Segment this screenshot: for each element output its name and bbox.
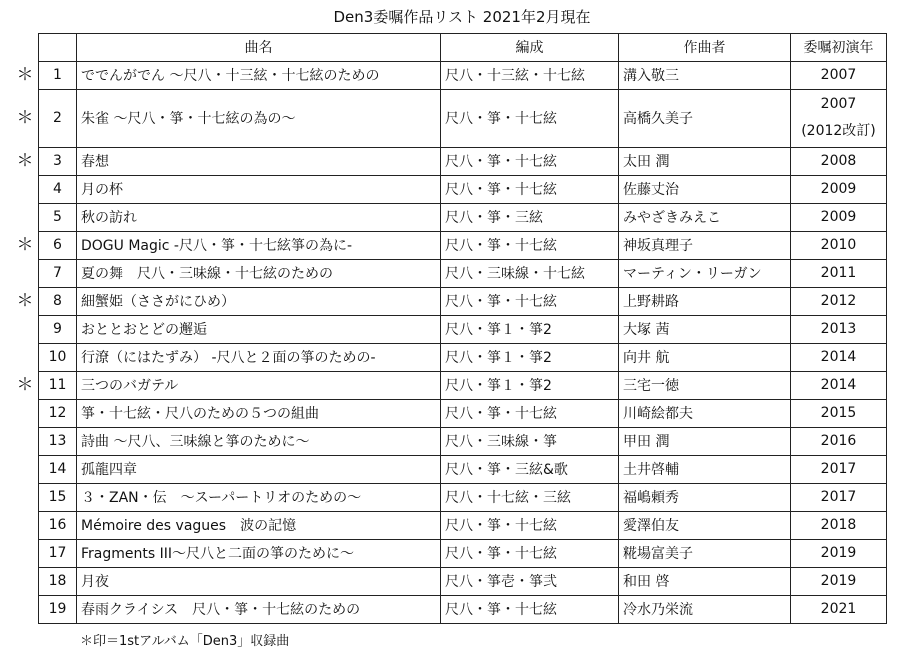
row-instrumentation: 尺八・箏・十七絃 — [441, 595, 619, 623]
row-composer: 佐藤丈治 — [619, 175, 791, 203]
row-year — [791, 203, 887, 231]
row-year — [791, 539, 887, 567]
row-year-value: 2012 — [820, 292, 857, 309]
row-instrumentation: 尺八・箏壱・箏弐 — [441, 567, 619, 595]
album-mark: ＊ — [16, 291, 34, 312]
row-instrumentation: 尺八・箏・十七絃 — [441, 511, 619, 539]
row-number: 11 — [39, 371, 77, 399]
album-mark: ＊ — [16, 235, 34, 256]
row-year-value: 2007 — [820, 96, 857, 113]
page-title: Den3委嘱作品リスト 2021年2月現在 — [333, 8, 591, 26]
row-composer: 土井啓輔 — [619, 455, 791, 483]
row-instrumentation: 尺八・箏１・箏2 — [441, 315, 619, 343]
album-mark: ＊ — [16, 108, 34, 129]
header-composer: 作曲者 — [619, 34, 791, 62]
table-row — [39, 231, 887, 259]
row-instrumentation: 尺八・箏・十七絃 — [441, 231, 619, 259]
row-number: 4 — [39, 175, 77, 203]
table-row — [39, 371, 887, 399]
table-row — [39, 89, 887, 147]
row-piece: 細蟹姫（ささがにひめ） — [77, 287, 441, 315]
row-piece: おととおとどの邂逅 — [77, 315, 441, 343]
row-year-value: 2017 — [820, 488, 857, 505]
row-piece: 春雨クライシス 尺八・箏・十七絃のための — [77, 595, 441, 623]
row-number: 15 — [39, 483, 77, 511]
row-composer: 太田 潤 — [619, 147, 791, 175]
row-number: 19 — [39, 595, 77, 623]
table-row — [39, 595, 887, 623]
row-year — [791, 455, 887, 483]
row-year-value: 2019 — [820, 572, 857, 589]
row-number: 13 — [39, 427, 77, 455]
header-number — [39, 34, 77, 62]
row-piece: 三つのバガテル — [77, 371, 441, 399]
album-mark: ＊ — [16, 151, 34, 172]
album-mark: ＊ — [16, 65, 34, 86]
row-composer: 愛澤伯友 — [619, 511, 791, 539]
table-row — [39, 203, 887, 231]
row-year — [791, 175, 887, 203]
album-mark: ＊ — [16, 375, 34, 396]
header-instrumentation: 編成 — [441, 34, 619, 62]
row-year-value: 2021 — [820, 600, 857, 617]
row-number: 16 — [39, 511, 77, 539]
table-row — [39, 259, 887, 287]
row-composer: 川崎絵都夫 — [619, 399, 791, 427]
row-year-value: 2008 — [820, 152, 857, 169]
row-year-value: 2009 — [820, 180, 857, 197]
row-piece: 詩曲 ～尺八、三味線と箏のために～ — [77, 427, 441, 455]
row-number: 2 — [39, 89, 77, 147]
row-instrumentation: 尺八・箏・三絃 — [441, 203, 619, 231]
table-row — [39, 399, 887, 427]
row-piece: ででんがでん ～尺八・十三絃・十七絃のための — [77, 61, 441, 89]
row-instrumentation: 尺八・箏１・箏2 — [441, 343, 619, 371]
row-number: 7 — [39, 259, 77, 287]
row-year — [791, 371, 887, 399]
row-year-value: 2018 — [820, 516, 857, 533]
row-composer: 福嶋頼秀 — [619, 483, 791, 511]
table-row — [39, 511, 887, 539]
row-piece: 月の杯 — [77, 175, 441, 203]
row-instrumentation: 尺八・箏・十七絃 — [441, 89, 619, 147]
row-number: 8 — [39, 287, 77, 315]
row-year-value: 2016 — [820, 432, 857, 449]
row-number: 9 — [39, 315, 77, 343]
row-instrumentation: 尺八・箏・三絃&歌 — [441, 455, 619, 483]
row-piece: DOGU Magic -尺八・箏・十七絃箏の為に- — [77, 231, 441, 259]
table-row — [39, 567, 887, 595]
row-composer: 高橋久美子 — [619, 89, 791, 147]
row-instrumentation: 尺八・箏・十七絃 — [441, 147, 619, 175]
table-row — [39, 315, 887, 343]
table-row — [39, 287, 887, 315]
row-year-value: 2015 — [820, 404, 857, 421]
table-row — [39, 147, 887, 175]
footnote: ＊印＝1stアルバム「Den3」収録曲 — [80, 634, 290, 649]
row-number: 6 — [39, 231, 77, 259]
header-piece: 曲名 — [77, 34, 441, 62]
row-year-value: 2011 — [820, 264, 857, 281]
table-row — [39, 427, 887, 455]
table-row — [39, 61, 887, 89]
row-year — [791, 595, 887, 623]
row-instrumentation: 尺八・三味線・箏 — [441, 427, 619, 455]
row-piece: 朱雀 ～尺八・箏・十七絃の為の～ — [77, 89, 441, 147]
row-composer: 神坂真理子 — [619, 231, 791, 259]
table-header-row — [39, 34, 887, 62]
table-row — [39, 343, 887, 371]
row-piece: 孤龍四章 — [77, 455, 441, 483]
row-instrumentation: 尺八・十三絃・十七絃 — [441, 61, 619, 89]
row-year-revision: (2012改訂) — [801, 123, 876, 140]
row-composer: 溝入敬三 — [619, 61, 791, 89]
row-year-value: 2009 — [820, 208, 857, 225]
row-number: 1 — [39, 61, 77, 89]
row-composer: 向井 航 — [619, 343, 791, 371]
row-composer: 大塚 茜 — [619, 315, 791, 343]
table-row — [39, 175, 887, 203]
works-table — [38, 33, 887, 624]
row-year — [791, 427, 887, 455]
row-composer: 甲田 潤 — [619, 427, 791, 455]
row-instrumentation: 尺八・箏・十七絃 — [441, 399, 619, 427]
row-piece: Fragments III～尺八と二面の箏のために～ — [77, 539, 441, 567]
row-number: 14 — [39, 455, 77, 483]
row-piece: 夏の舞 尺八・三味線・十七絃のための — [77, 259, 441, 287]
row-number: 3 — [39, 147, 77, 175]
row-composer: 上野耕路 — [619, 287, 791, 315]
row-piece: 箏・十七絃・尺八のための５つの組曲 — [77, 399, 441, 427]
row-year — [791, 399, 887, 427]
row-number: 10 — [39, 343, 77, 371]
row-year-value: 2013 — [820, 320, 857, 337]
row-year-value: 2007 — [820, 66, 857, 83]
row-number: 12 — [39, 399, 77, 427]
row-year — [791, 259, 887, 287]
table-row — [39, 539, 887, 567]
row-instrumentation: 尺八・箏・十七絃 — [441, 539, 619, 567]
row-piece: 春想 — [77, 147, 441, 175]
row-year — [791, 511, 887, 539]
row-piece: 行潦（にはたずみ） -尺八と２面の箏のための- — [77, 343, 441, 371]
row-instrumentation: 尺八・三味線・十七絃 — [441, 259, 619, 287]
header-year: 委嘱初演年 — [791, 34, 887, 62]
row-piece: 秋の訪れ — [77, 203, 441, 231]
row-year-value: 2017 — [820, 460, 857, 477]
row-year — [791, 147, 887, 175]
row-composer: 糀場富美子 — [619, 539, 791, 567]
row-instrumentation: 尺八・箏・十七絃 — [441, 287, 619, 315]
table-row — [39, 455, 887, 483]
row-year — [791, 343, 887, 371]
row-piece: ３・ZAN・伝 ～スーパートリオのための～ — [77, 483, 441, 511]
row-composer: 和田 啓 — [619, 567, 791, 595]
row-composer: マーティン・リーガン — [619, 259, 791, 287]
row-composer: 三宅一徳 — [619, 371, 791, 399]
row-year — [791, 89, 887, 147]
row-year-value: 2014 — [820, 376, 857, 393]
row-year — [791, 287, 887, 315]
row-piece: Mémoire des vagues 波の記憶 — [77, 511, 441, 539]
row-year — [791, 483, 887, 511]
row-year — [791, 567, 887, 595]
row-piece: 月夜 — [77, 567, 441, 595]
row-year — [791, 61, 887, 89]
row-instrumentation: 尺八・箏・十七絃 — [441, 175, 619, 203]
row-year-value: 2010 — [820, 236, 857, 253]
row-composer: みやざきみえこ — [619, 203, 791, 231]
row-instrumentation: 尺八・十七絃・三絃 — [441, 483, 619, 511]
row-number: 17 — [39, 539, 77, 567]
row-year — [791, 231, 887, 259]
row-year — [791, 315, 887, 343]
row-instrumentation: 尺八・箏１・箏2 — [441, 371, 619, 399]
row-number: 18 — [39, 567, 77, 595]
table-row — [39, 483, 887, 511]
row-year-value: 2014 — [820, 348, 857, 365]
row-year-value: 2019 — [820, 544, 857, 561]
row-composer: 冷水乃栄流 — [619, 595, 791, 623]
row-number: 5 — [39, 203, 77, 231]
